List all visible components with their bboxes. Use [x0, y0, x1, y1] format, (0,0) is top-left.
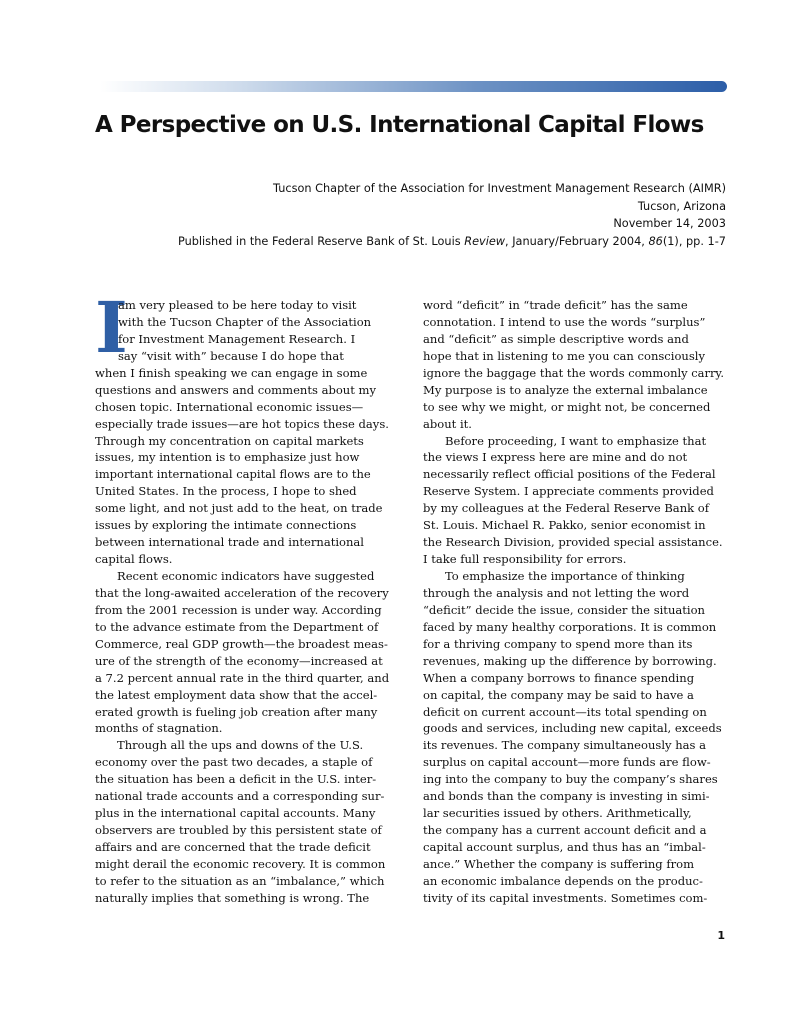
- byline: [106, 180, 726, 250]
- right-column-line: for a thriving company to spend more than its: [423, 636, 693, 651]
- right-column: [423, 297, 724, 907]
- header-gradient-bar: [100, 81, 727, 92]
- left-column-line: to the advance estimate from the Department of: [95, 619, 379, 634]
- left-column-line: affairs and are concerned that the trade deficit: [95, 840, 371, 854]
- drop-cap: I: [95, 286, 128, 369]
- left-column-line: Through all the ups and downs of the U.S.: [117, 738, 364, 753]
- right-column-line: I take full responsibility for errors.: [423, 552, 627, 567]
- left-column-line: United States. In the process, I hope to shed: [95, 484, 357, 499]
- left-column-line: from the 2001 recession is under way. According: [95, 602, 382, 617]
- left-column-line: questions and answers and comments about my: [95, 382, 377, 397]
- left-column-line: Commerce, real GDP growth—the broadest meas-: [95, 636, 388, 651]
- right-column-line: the company has a current account deficit and a: [423, 823, 707, 838]
- right-column-line: “deficit” decide the issue, consider the situation: [423, 602, 705, 617]
- right-column-line: My purpose is to analyze the external imbalance: [423, 382, 708, 397]
- left-column-line: say “visit with” because I do hope that: [118, 348, 344, 363]
- right-column-line: When a company borrows to finance spending: [423, 670, 695, 685]
- left-column-line: to refer to the situation as an “imbalance,” which: [95, 873, 385, 888]
- article-title: A Perspective on U.S. International Capital Flows: [95, 112, 704, 138]
- right-column-line: and “deficit” as simple descriptive words and: [423, 331, 689, 346]
- right-column-line: surplus on capital account—more funds are flow-: [423, 755, 711, 770]
- right-column-line: Before proceeding, I want to emphasize that: [445, 433, 707, 448]
- left-column-line: a 7.2 percent annual rate in the third quarter, and: [95, 670, 390, 685]
- left-column-line: especially trade issues—are hot topics these days.: [95, 416, 389, 431]
- right-column-line: the Research Division, provided special assistance.: [423, 535, 723, 550]
- left-column-line: the situation has been a deficit in the U.S. inter-: [95, 772, 377, 787]
- left-column-line: that the long-awaited acceleration of the recovery: [95, 585, 389, 600]
- left-column-line: erated growth is fueling job creation after many: [95, 704, 378, 719]
- publication-journal: Review: [464, 234, 506, 248]
- left-column-line: might derail the economic recovery. It is common: [95, 856, 386, 871]
- right-column-line: about it.: [423, 416, 472, 431]
- right-column-line: revenues, making up the difference by borrowing.: [423, 653, 717, 668]
- left-column-line: important international capital flows are to the: [95, 467, 371, 482]
- left-column-line: plus in the international capital accounts. Many: [95, 806, 376, 821]
- right-column-line: faced by many healthy corporations. It is common: [423, 619, 717, 634]
- left-column: [95, 286, 396, 907]
- right-column-line: St. Louis. Michael R. Pakko, senior economist in: [423, 518, 706, 533]
- left-column-line: between international trade and international: [95, 535, 365, 550]
- right-column-line: by my colleagues at the Federal Reserve Bank of: [423, 501, 710, 516]
- left-column-line: the latest employment data show that the accel-: [95, 687, 378, 702]
- left-column-line: economy over the past two decades, a staple of: [95, 755, 373, 770]
- publication-note: [106, 233, 726, 251]
- right-column-line: word “deficit” in “trade deficit” has the same: [423, 298, 688, 312]
- right-column-line: necessarily reflect official positions of the Federal: [423, 467, 716, 482]
- right-column-line: Reserve System. I appreciate comments provided: [423, 484, 714, 499]
- left-column-line: Through my concentration on capital markets: [95, 433, 364, 448]
- left-column-line: months of stagnation.: [95, 721, 223, 736]
- right-column-line: the views I express here are mine and do not: [423, 450, 688, 465]
- right-column-line: to see why we might, or might not, be concerned: [423, 399, 711, 414]
- byline-date: November 14, 2003: [613, 217, 726, 230]
- right-column-line: and bonds than the company is investing in simi-: [423, 789, 710, 804]
- left-column-line: observers are troubled by this persistent state of: [95, 823, 382, 838]
- left-column-line: with the Tucson Chapter of the Association: [118, 314, 372, 329]
- right-column-line: connotation. I intend to use the words “surplus”: [423, 314, 706, 329]
- publication-date: , January/February 2004,: [505, 234, 649, 248]
- left-column-line: issues, my intention is to emphasize just how: [95, 450, 360, 465]
- left-column-line: Recent economic indicators have suggested: [117, 569, 375, 583]
- byline-venue: Tucson Chapter of the Association for Investment Management Research (AIMR): [273, 182, 726, 195]
- right-column-line: ignore the baggage that the words commonly carry.: [423, 365, 724, 380]
- right-column-line: ing into the company to buy the company’s shares: [423, 772, 718, 787]
- right-column-line: an economic imbalance depends on the produc-: [423, 873, 703, 888]
- left-column-line: naturally implies that something is wrong. The: [95, 890, 370, 905]
- left-column-line: capital flows.: [95, 552, 173, 567]
- right-column-line: tivity of its capital investments. Sometimes com-: [423, 890, 708, 905]
- byline-location: Tucson, Arizona: [637, 199, 726, 213]
- left-column-line: issues by exploring the intimate connections: [95, 518, 357, 533]
- right-column-line: capital account surplus, and thus has an “imbal-: [423, 840, 706, 854]
- right-column-line: its revenues. The company simultaneously has a: [423, 738, 707, 753]
- right-column-line: To emphasize the importance of thinking: [445, 569, 685, 583]
- publication-issue-pages: (1), pp. 1-7: [662, 234, 726, 248]
- right-column-line: lar securities issued by others. Arithmetically,: [423, 806, 692, 821]
- right-column-line: goods and services, including new capital, exceeds: [423, 721, 722, 736]
- left-column-line: for Investment Management Research. I: [118, 331, 356, 346]
- publication-volume: 86: [648, 234, 663, 248]
- left-column-line: chosen topic. International economic issues—: [95, 399, 364, 414]
- left-column-line: national trade accounts and a corresponding sur-: [95, 789, 385, 804]
- publication-prefix: Published in the Federal Reserve Bank of St. Louis: [177, 234, 465, 248]
- right-column-line: through the analysis and not letting the word: [423, 585, 690, 600]
- page-number: 1: [717, 929, 725, 942]
- right-column-line: hope that in listening to me you can consciously: [423, 348, 705, 363]
- right-column-line: on capital, the company may be said to have a: [423, 687, 694, 702]
- left-column-line: am very pleased to be here today to visit: [118, 298, 357, 312]
- right-column-line: ance.” Whether the company is suffering from: [423, 856, 695, 871]
- right-column-line: deficit on current account—its total spending on: [423, 704, 707, 719]
- left-column-line: some light, and not just add to the heat, on trade: [95, 501, 383, 516]
- left-column-line: ure of the strength of the economy—increased at: [95, 653, 383, 668]
- left-column-line: when I finish speaking we can engage in some: [95, 365, 368, 380]
